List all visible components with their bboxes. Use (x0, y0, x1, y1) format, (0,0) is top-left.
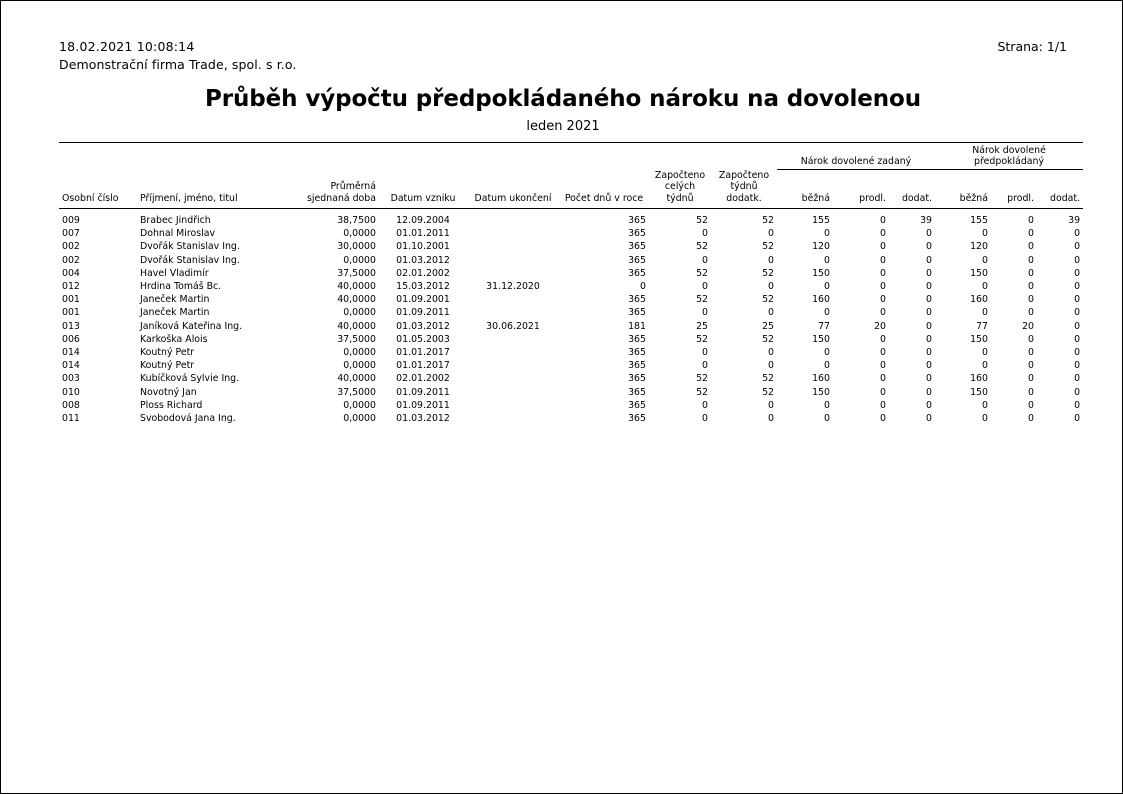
col-zapocteno-tydnu-line1: Započteno (654, 169, 706, 181)
cell-prumerna: 40,0000 (337, 281, 376, 293)
cell-predpokladany-prodl: 0 (1028, 360, 1034, 372)
cell-zapocteno-dodatk: 0 (768, 360, 774, 372)
table-row (59, 372, 1083, 385)
spacer-cell (649, 145, 711, 170)
cell-prumerna: 0,0000 (343, 228, 376, 240)
cell-predpokladany-prodl: 0 (1028, 373, 1034, 385)
cell-predpokladany-bezna: 155 (970, 215, 988, 226)
cell-jmeno: Karkoška Alois (140, 333, 208, 345)
cell-zadany-bezna: 0 (824, 347, 830, 359)
cell-predpokladany-prodl: 0 (1028, 413, 1034, 425)
cell-predpokladany-bezna: 0 (982, 281, 988, 293)
cell-predpokladany-dodat: 0 (1074, 360, 1081, 372)
header-group-row (59, 145, 1083, 170)
page-title: Průběh výpočtu předpokládaného nároku na dovolenou (205, 86, 921, 112)
cell-osobni-cislo: 014 (62, 360, 80, 372)
cell-predpokladany-bezna: 0 (982, 399, 988, 411)
cell-jmeno: Brabec Jindřich (140, 215, 211, 226)
cell-datum-vzniku: 01.03.2012 (396, 413, 450, 425)
cell-zapocteno-tydnu: 0 (702, 228, 708, 240)
cell-predpokladany-prodl: 0 (1028, 254, 1034, 266)
cell-zadany-dodat: 0 (926, 333, 932, 345)
cell-zapocteno-dodatk: 0 (768, 347, 774, 359)
cell-zadany-dodat: 0 (926, 294, 932, 306)
cell-zadany-prodl: 0 (880, 307, 886, 319)
cell-zadany-dodat: 0 (926, 281, 932, 293)
cell-zadany-bezna: 77 (818, 320, 830, 332)
cell-zadany-bezna: 150 (812, 386, 830, 398)
cell-datum-ukonceni (467, 333, 559, 346)
col-osobni-cislo: Osobní číslo (62, 193, 119, 204)
cell-pocet-dnu: 365 (628, 399, 646, 411)
cell-jmeno: Koutný Petr (140, 360, 195, 372)
cell-pocet-dnu: 181 (628, 320, 646, 332)
cell-zapocteno-tydnu: 52 (696, 294, 708, 306)
cell-datum-ukonceni (467, 214, 559, 227)
cell-predpokladany-prodl: 0 (1028, 267, 1034, 279)
cell-jmeno: Janeček Martin (140, 307, 210, 319)
cell-osobni-cislo: 003 (62, 373, 80, 385)
cell-zapocteno-dodatk: 52 (762, 333, 774, 345)
cell-jmeno: Hrdina Tomáš Bc. (140, 281, 222, 293)
cell-predpokladany-prodl: 0 (1028, 333, 1034, 345)
cell-datum-ukonceni (467, 412, 559, 425)
cell-prumerna: 40,0000 (337, 320, 376, 332)
cell-zapocteno-tydnu: 0 (702, 413, 708, 425)
vacation-entitlement-table (59, 142, 1083, 425)
cell-zapocteno-dodatk: 52 (762, 373, 774, 385)
cell-pocet-dnu: 365 (628, 373, 646, 385)
cell-predpokladany-bezna: 120 (970, 241, 988, 253)
spacer-cell (467, 145, 559, 170)
cell-zadany-prodl: 0 (880, 241, 886, 253)
cell-zadany-prodl: 20 (874, 320, 886, 332)
col-prumerna-line1: Průměrná (330, 181, 376, 192)
cell-zadany-prodl: 0 (880, 373, 886, 385)
cell-jmeno: Dvořák Stanislav Ing. (140, 241, 240, 253)
cell-predpokladany-bezna: 77 (976, 320, 988, 332)
cell-zadany-bezna: 0 (824, 281, 830, 293)
cell-zadany-bezna: 160 (812, 373, 830, 385)
cell-datum-vzniku: 01.09.2011 (396, 399, 450, 411)
cell-osobni-cislo: 009 (62, 215, 80, 226)
spacer-cell (711, 145, 777, 170)
cell-predpokladany-bezna: 0 (982, 254, 988, 266)
cell-zapocteno-tydnu: 0 (702, 399, 708, 411)
cell-datum-ukonceni (467, 359, 559, 372)
col-datum-vzniku: Datum vzniku (390, 193, 456, 204)
cell-prumerna: 0,0000 (343, 399, 376, 411)
cell-zapocteno-tydnu: 25 (696, 320, 708, 332)
cell-zadany-dodat: 0 (926, 241, 932, 253)
cell-predpokladany-bezna: 160 (970, 294, 988, 306)
cell-datum-vzniku: 01.03.2012 (396, 320, 450, 332)
col-zadany-bezna: běžná (801, 193, 830, 204)
cell-predpokladany-bezna: 0 (982, 360, 988, 372)
cell-osobni-cislo: 004 (62, 267, 80, 279)
cell-zadany-prodl: 0 (880, 228, 886, 240)
cell-jmeno: Janíková Kateřina Ing. (140, 320, 243, 332)
cell-zapocteno-dodatk: 0 (768, 281, 774, 293)
table-row (59, 306, 1083, 319)
cell-prumerna: 37,5000 (337, 333, 376, 345)
table-row (59, 267, 1083, 280)
cell-datum-vzniku: 15.03.2012 (396, 281, 450, 293)
cell-zapocteno-tydnu: 52 (696, 241, 708, 253)
cell-prumerna: 0,0000 (343, 254, 376, 266)
cell-predpokladany-prodl: 0 (1028, 294, 1034, 306)
table-row (59, 346, 1083, 359)
col-pocet-dnu: Počet dnů v roce (564, 193, 644, 204)
table-row (59, 412, 1083, 425)
cell-zadany-bezna: 150 (812, 267, 830, 279)
col-predpokladany-prodl: prodl. (1007, 193, 1034, 204)
cell-predpokladany-bezna: 150 (970, 333, 988, 345)
cell-predpokladany-prodl: 0 (1028, 386, 1034, 398)
cell-zadany-prodl: 0 (880, 267, 886, 279)
col-jmeno: Příjmení, jméno, titul (140, 193, 238, 204)
cell-zapocteno-dodatk: 0 (768, 413, 774, 425)
cell-predpokladany-bezna: 0 (982, 307, 988, 319)
cell-zadany-prodl: 0 (880, 386, 886, 398)
group-header-zadany: Nárok dovolené zadaný (777, 145, 935, 170)
cell-zapocteno-dodatk: 52 (762, 267, 774, 279)
cell-zadany-prodl: 0 (880, 413, 886, 425)
cell-pocet-dnu: 365 (628, 267, 646, 279)
cell-zadany-prodl: 0 (880, 254, 886, 266)
cell-datum-vzniku: 12.09.2004 (396, 215, 450, 226)
cell-predpokladany-bezna: 150 (970, 267, 988, 279)
cell-osobni-cislo: 002 (62, 254, 80, 266)
cell-datum-ukonceni: 31.12.2020 (486, 281, 540, 293)
cell-zapocteno-tydnu: 0 (702, 254, 708, 266)
cell-zadany-dodat: 0 (926, 399, 932, 411)
cell-pocet-dnu: 365 (628, 228, 646, 240)
cell-predpokladany-dodat: 39 (1068, 215, 1081, 226)
cell-pocet-dnu: 365 (628, 241, 646, 253)
cell-pocet-dnu: 0 (640, 281, 646, 293)
cell-zapocteno-tydnu: 52 (696, 373, 708, 385)
cell-zadany-dodat: 0 (926, 360, 932, 372)
cell-datum-ukonceni (467, 386, 559, 399)
cell-datum-vzniku: 02.01.2002 (396, 373, 450, 385)
cell-predpokladany-dodat: 0 (1074, 347, 1081, 359)
cell-zadany-prodl: 0 (880, 347, 886, 359)
cell-pocet-dnu: 365 (628, 254, 646, 266)
cell-datum-ukonceni (467, 293, 559, 306)
cell-datum-vzniku: 02.01.2002 (396, 267, 450, 279)
cell-datum-ukonceni (467, 254, 559, 267)
cell-predpokladany-dodat: 0 (1074, 281, 1081, 293)
cell-osobni-cislo: 006 (62, 333, 80, 345)
cell-zadany-prodl: 0 (880, 333, 886, 345)
table-row (59, 386, 1083, 399)
cell-predpokladany-dodat: 0 (1074, 399, 1081, 411)
cell-datum-ukonceni (467, 227, 559, 240)
report-content (59, 39, 1081, 425)
cell-zapocteno-tydnu: 52 (696, 333, 708, 345)
spacer-cell (559, 145, 649, 170)
cell-zadany-bezna: 120 (812, 241, 830, 253)
cell-pocet-dnu: 365 (628, 294, 646, 306)
cell-datum-vzniku: 01.01.2011 (396, 228, 450, 240)
cell-osobni-cislo: 007 (62, 228, 80, 240)
cell-zadany-prodl: 0 (880, 399, 886, 411)
cell-zapocteno-dodatk: 0 (768, 399, 774, 411)
cell-zapocteno-tydnu: 0 (702, 307, 708, 319)
cell-predpokladany-dodat: 0 (1074, 320, 1081, 332)
cell-prumerna: 37,5000 (337, 267, 376, 279)
cell-zadany-dodat: 0 (926, 373, 932, 385)
cell-zapocteno-tydnu: 52 (696, 267, 708, 279)
cell-zadany-bezna: 0 (824, 413, 830, 425)
cell-zapocteno-dodatk: 0 (768, 254, 774, 266)
cell-pocet-dnu: 365 (628, 360, 646, 372)
cell-jmeno: Koutný Petr (140, 347, 195, 359)
cell-predpokladany-prodl: 0 (1028, 399, 1034, 411)
cell-predpokladany-dodat: 0 (1074, 241, 1081, 253)
cell-jmeno: Kubíčková Sylvie Ing. (140, 373, 240, 385)
cell-zadany-bezna: 0 (824, 228, 830, 240)
cell-predpokladany-bezna: 0 (982, 228, 988, 240)
cell-zadany-bezna: 0 (824, 360, 830, 372)
cell-datum-ukonceni (467, 240, 559, 253)
table-row (59, 214, 1083, 227)
cell-predpokladany-bezna: 150 (970, 386, 988, 398)
cell-datum-vzniku: 01.09.2011 (396, 386, 450, 398)
cell-zadany-bezna: 155 (812, 215, 830, 226)
cell-predpokladany-dodat: 0 (1074, 386, 1081, 398)
cell-jmeno: Novotný Jan (140, 386, 197, 398)
cell-datum-vzniku: 01.03.2012 (396, 254, 450, 266)
cell-zapocteno-tydnu: 52 (696, 386, 708, 398)
cell-zadany-dodat: 0 (926, 228, 932, 240)
cell-osobni-cislo: 010 (62, 386, 80, 398)
cell-prumerna: 40,0000 (337, 373, 376, 385)
col-zapocteno-dodatk-line1: Započteno (718, 169, 770, 181)
cell-zadany-dodat: 0 (926, 254, 932, 266)
cell-datum-ukonceni (467, 372, 559, 385)
cell-zapocteno-dodatk: 52 (762, 241, 774, 253)
group-header-predpokladany: Nárok dovolené předpokládaný (935, 145, 1083, 170)
cell-pocet-dnu: 365 (628, 307, 646, 319)
cell-osobni-cislo: 012 (62, 281, 80, 293)
cell-jmeno: Dvořák Stanislav Ing. (140, 254, 240, 266)
cell-zadany-bezna: 0 (824, 399, 830, 411)
cell-zapocteno-dodatk: 52 (762, 294, 774, 306)
cell-zapocteno-tydnu: 0 (702, 360, 708, 372)
cell-predpokladany-prodl: 0 (1028, 281, 1034, 293)
cell-pocet-dnu: 365 (628, 347, 646, 359)
cell-predpokladany-dodat: 0 (1074, 333, 1081, 345)
cell-predpokladany-dodat: 0 (1074, 254, 1081, 266)
cell-predpokladany-bezna: 0 (982, 347, 988, 359)
cell-prumerna: 0,0000 (343, 360, 376, 372)
cell-zapocteno-tydnu: 0 (702, 281, 708, 293)
cell-osobni-cislo: 008 (62, 399, 80, 411)
col-prumerna-line2: sjednaná doba (307, 192, 376, 204)
cell-pocet-dnu: 365 (628, 215, 646, 226)
spacer-cell (287, 145, 379, 170)
cell-osobni-cislo: 014 (62, 347, 80, 359)
cell-jmeno: Havel Vladimír (140, 267, 209, 279)
cell-osobni-cislo: 002 (62, 241, 80, 253)
cell-datum-ukonceni (467, 306, 559, 319)
cell-zapocteno-dodatk: 52 (762, 215, 774, 226)
table-row (59, 320, 1083, 333)
table-row (59, 254, 1083, 267)
cell-pocet-dnu: 365 (628, 333, 646, 345)
cell-prumerna: 37,5000 (337, 386, 376, 398)
cell-zadany-dodat: 0 (926, 267, 932, 279)
cell-zadany-prodl: 0 (880, 281, 886, 293)
cell-zapocteno-tydnu: 0 (702, 347, 708, 359)
header-left (59, 39, 296, 72)
col-predpokladany-bezna: běžná (959, 193, 988, 204)
table-row (59, 240, 1083, 253)
cell-prumerna: 40,0000 (337, 294, 376, 306)
cell-osobni-cislo: 011 (62, 413, 80, 425)
cell-zadany-bezna: 0 (824, 254, 830, 266)
spacer-cell (137, 145, 287, 170)
cell-datum-ukonceni (467, 267, 559, 280)
table-row (59, 399, 1083, 412)
col-predpokladany-dodat: dodat. (1050, 193, 1081, 204)
cell-zapocteno-dodatk: 0 (768, 307, 774, 319)
page-number: Strana: 1/1 (997, 39, 1067, 54)
col-prumerna (287, 170, 379, 207)
cell-zapocteno-dodatk: 0 (768, 228, 774, 240)
cell-predpokladany-bezna: 160 (970, 373, 988, 385)
cell-predpokladany-prodl: 20 (1022, 320, 1034, 332)
cell-zadany-bezna: 0 (824, 307, 830, 319)
table-row (59, 293, 1083, 306)
cell-datum-vzniku: 01.10.2001 (396, 241, 450, 253)
cell-zadany-bezna: 150 (812, 333, 830, 345)
print-datetime: 18.02.2021 10:08:14 (59, 39, 195, 54)
period-subtitle: leden 2021 (526, 119, 600, 134)
cell-zadany-dodat: 0 (926, 347, 932, 359)
cell-predpokladany-dodat: 0 (1074, 307, 1081, 319)
cell-jmeno: Janeček Martin (140, 294, 210, 306)
cell-zapocteno-tydnu: 52 (696, 215, 708, 226)
cell-prumerna: 38,7500 (337, 215, 376, 226)
cell-zapocteno-dodatk: 52 (762, 386, 774, 398)
cell-zadany-dodat: 0 (926, 386, 932, 398)
table-header (59, 143, 1083, 215)
col-zapocteno-tydnu (649, 170, 711, 207)
table-row (59, 227, 1083, 240)
col-datum-ukonceni: Datum ukončení (474, 193, 552, 204)
spacer-cell (59, 145, 137, 170)
col-zapocteno-dodatk-line2: týdnů dodatk. (726, 181, 762, 204)
cell-predpokladany-prodl: 0 (1028, 228, 1034, 240)
cell-datum-vzniku: 01.09.2011 (396, 307, 450, 319)
cell-predpokladany-dodat: 0 (1074, 373, 1081, 385)
cell-datum-vzniku: 01.01.2017 (396, 347, 450, 359)
cell-jmeno: Svobodová Jana Ing. (140, 413, 236, 425)
cell-predpokladany-prodl: 0 (1028, 241, 1034, 253)
col-zapocteno-tydnu-line2: celých týdnů (664, 181, 696, 204)
table-body (59, 214, 1083, 425)
cell-datum-vzniku: 01.01.2017 (396, 360, 450, 372)
cell-predpokladany-dodat: 0 (1074, 228, 1081, 240)
cell-datum-ukonceni: 30.06.2021 (486, 320, 540, 332)
cell-predpokladany-bezna: 0 (982, 413, 988, 425)
cell-predpokladany-dodat: 0 (1074, 413, 1081, 425)
cell-osobni-cislo: 001 (62, 294, 80, 306)
cell-zadany-prodl: 0 (880, 294, 886, 306)
col-zapocteno-dodatk (711, 170, 777, 207)
cell-datum-vzniku: 01.05.2003 (396, 333, 450, 345)
cell-datum-ukonceni (467, 346, 559, 359)
cell-jmeno: Ploss Richard (140, 399, 203, 411)
cell-jmeno: Dohnal Miroslav (140, 228, 216, 240)
cell-pocet-dnu: 365 (628, 386, 646, 398)
cell-prumerna: 30,0000 (337, 241, 376, 253)
cell-zadany-prodl: 0 (880, 360, 886, 372)
spacer-cell (379, 145, 467, 170)
table-row (59, 280, 1083, 293)
cell-zapocteno-dodatk: 25 (762, 320, 774, 332)
table-row (59, 333, 1083, 346)
cell-zadany-dodat: 0 (926, 413, 932, 425)
cell-prumerna: 0,0000 (343, 307, 376, 319)
cell-predpokladany-prodl: 0 (1028, 347, 1034, 359)
cell-pocet-dnu: 365 (628, 413, 646, 425)
cell-zadany-bezna: 160 (812, 294, 830, 306)
col-zadany-prodl: prodl. (859, 193, 886, 204)
cell-osobni-cislo: 001 (62, 307, 80, 319)
cell-predpokladany-prodl: 0 (1028, 215, 1034, 226)
cell-predpokladany-dodat: 0 (1074, 267, 1081, 279)
cell-prumerna: 0,0000 (343, 413, 376, 425)
cell-osobni-cislo: 013 (62, 320, 80, 332)
cell-zadany-prodl: 0 (880, 215, 886, 226)
cell-datum-ukonceni (467, 399, 559, 412)
cell-datum-vzniku: 01.09.2001 (396, 294, 450, 306)
col-zadany-dodat: dodat. (901, 193, 932, 204)
cell-zadany-dodat: 39 (920, 215, 932, 226)
cell-predpokladany-dodat: 0 (1074, 294, 1081, 306)
cell-zadany-dodat: 0 (926, 307, 932, 319)
page-header (59, 39, 1067, 72)
company-name: Demonstrační firma Trade, spol. s r.o. (59, 57, 297, 72)
cell-predpokladany-prodl: 0 (1028, 307, 1034, 319)
table-row (59, 359, 1083, 372)
header-labels-row (59, 170, 1083, 207)
cell-zadany-dodat: 0 (926, 320, 932, 332)
cell-prumerna: 0,0000 (343, 347, 376, 359)
